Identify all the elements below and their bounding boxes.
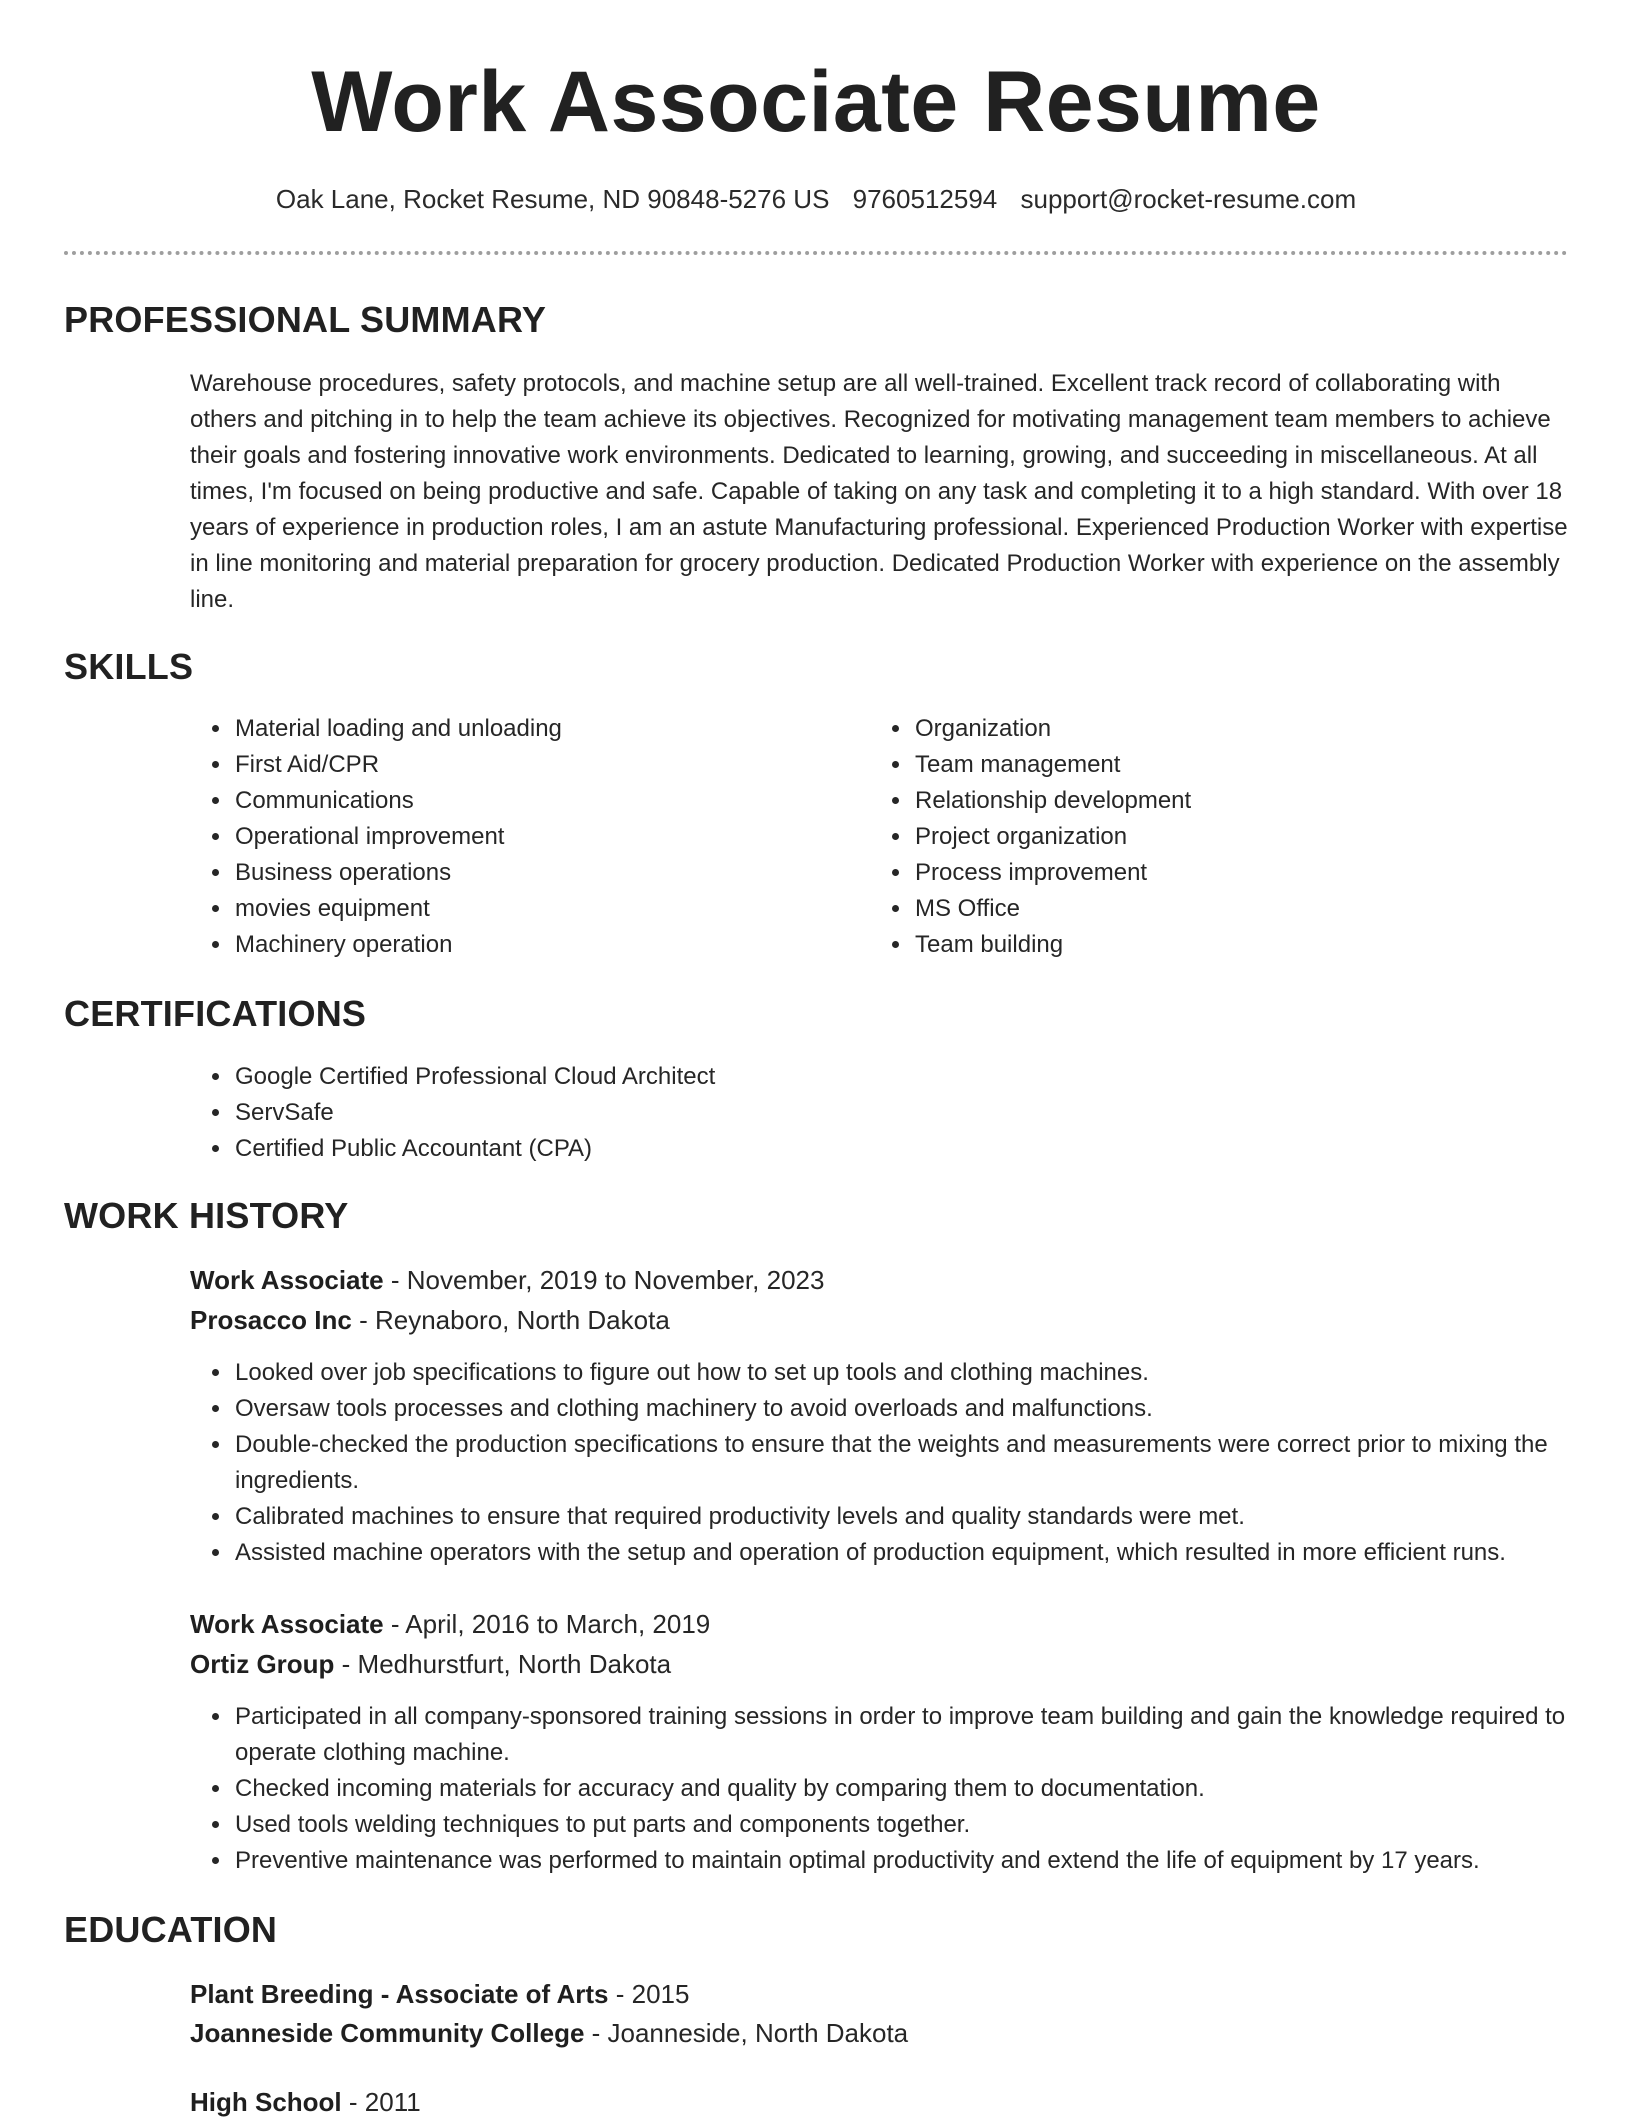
skills-list-left [190, 711, 833, 963]
certification-item: • ServSafe [233, 1095, 1613, 1131]
skill-item: • Communications [233, 783, 833, 819]
job-dates: - April, 2016 to March, 2019 [383, 1609, 711, 1639]
certifications-list [190, 1059, 1613, 1167]
job-location: - Medhurstfurt, North Dakota [334, 1649, 672, 1679]
education-location: - Joanneside, North Dakota [584, 2018, 909, 2048]
contact-phone: 9760512594 [852, 184, 998, 214]
contact-address: Oak Lane, Rocket Resume, ND 90848-5276 US [275, 184, 830, 214]
skill-item: • Process improvement [913, 855, 1513, 891]
section-title-work-history: WORK HISTORY [64, 1195, 349, 1236]
job-location: - Reynaboro, North Dakota [351, 1305, 670, 1335]
education-degree: High School [190, 2087, 342, 2117]
section-title-summary: PROFESSIONAL SUMMARY [64, 299, 547, 340]
skills-list-right [870, 711, 1513, 963]
skill-item: • Material loading and unloading [233, 711, 833, 747]
skill-item: • MS Office [913, 891, 1513, 927]
job-company: Prosacco Inc [190, 1305, 352, 1335]
skill-item: • Business operations [233, 855, 833, 891]
job-bullet: • Preventive maintenance was performed to maintain optimal productivity and extend the life of equipment by 17 years. [233, 1843, 1593, 1879]
skill-item: • movies equipment [233, 891, 833, 927]
job-company-line [190, 1300, 670, 1340]
education-year: - 2015 [608, 1979, 690, 2009]
skill-item: • First Aid/CPR [233, 747, 833, 783]
resume-title: Work Associate Resume [311, 54, 1321, 150]
section-title-education: EDUCATION [64, 1909, 278, 1950]
job-bullet: • Looked over job specifications to figure out how to set up tools and clothing machines. [233, 1355, 1618, 1391]
job-role: Work Associate [190, 1265, 384, 1295]
contact-line [0, 182, 1632, 216]
skill-item: • Team building [913, 927, 1513, 963]
education-year: - 2011 [341, 2087, 421, 2117]
contact-email: support@rocket-resume.com [1020, 184, 1357, 214]
job-role: Work Associate [190, 1609, 384, 1639]
job-bullet: • Oversaw tools processes and clothing machinery to avoid overloads and malfunctions. [233, 1391, 1618, 1427]
skill-item: • Machinery operation [233, 927, 833, 963]
education-school-line [190, 2013, 908, 2053]
job-bullet: • Double-checked the production specifications to ensure that the weights and measurements were correct prior to mixing the ingredients. [233, 1427, 1618, 1499]
skill-item: • Relationship development [913, 783, 1513, 819]
certification-item: • Google Certified Professional Cloud Architect [233, 1059, 1613, 1095]
job-bullet: • Assisted machine operators with the setup and operation of production equipment, which resulted in more efficient runs. [233, 1535, 1618, 1571]
skill-item: • Project organization [913, 819, 1513, 855]
job-bullet: • Used tools welding techniques to put parts and components together. [233, 1807, 1593, 1843]
skill-item: • Operational improvement [233, 819, 833, 855]
job-bullets [190, 1355, 1618, 1571]
job-title-line [190, 1260, 824, 1300]
job-bullet: • Calibrated machines to ensure that required productivity levels and quality standards were met. [233, 1499, 1618, 1535]
summary-text: Warehouse procedures, safety protocols, and machine setup are all well-trained. Excellent track record of collaborating with others and pitching in to help the team achieve its objectives. Recognized for motivating management team members to achieve their goals and fostering innovative work environments. Dedicated to learning, growing, and succeeding in miscellaneous. At all times, I'm focused on being productive and safe. Capable of taking on any task and completing it to a high standard. With over 18 years of experience in production roles, I am an astute Manufacturing professional. Experienced Production Worker with expertise in line monitoring and material preparation for grocery production. Dedicated Production Worker with experience on the assembly line. [190, 370, 1568, 613]
education-degree: Plant Breeding - Associate of Arts [190, 1979, 609, 2009]
skill-item: • Organization [913, 711, 1513, 747]
certification-item: • Certified Public Accountant (CPA) [233, 1131, 1613, 1167]
section-title-certifications: CERTIFICATIONS [64, 993, 367, 1034]
education-degree-line [190, 2082, 421, 2122]
header-divider [64, 251, 1568, 255]
job-company-line [190, 1644, 671, 1684]
skill-item: • Team management [913, 747, 1513, 783]
education-degree-line [190, 1974, 689, 2014]
job-title-line [190, 1604, 710, 1644]
education-school: Joanneside Community College [190, 2018, 585, 2048]
job-bullet: • Participated in all company-sponsored training sessions in order to improve team building and gain the knowledge required to operate clothing machine. [233, 1699, 1593, 1771]
job-bullet: • Checked incoming materials for accuracy and quality by comparing them to documentation. [233, 1771, 1593, 1807]
job-dates: - November, 2019 to November, 2023 [383, 1265, 825, 1295]
section-title-skills: SKILLS [64, 646, 194, 687]
job-bullets [190, 1699, 1593, 1879]
job-company: Ortiz Group [190, 1649, 335, 1679]
